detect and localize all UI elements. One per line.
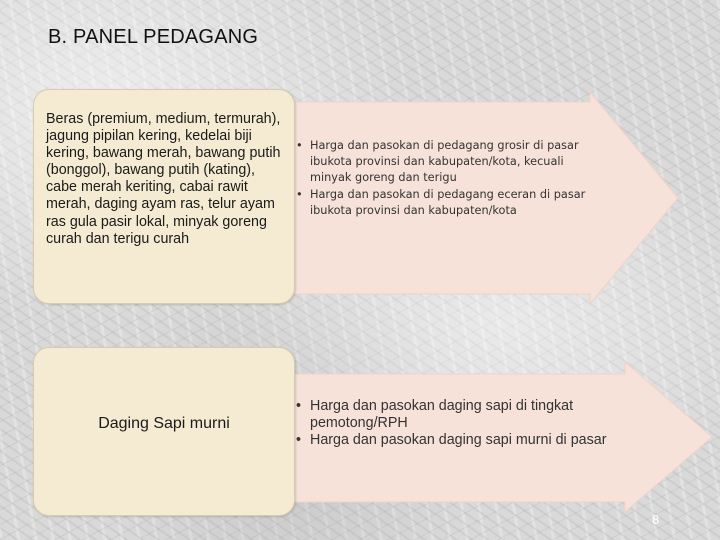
page-number: 8 xyxy=(652,512,660,527)
bullet-icon: • xyxy=(296,432,302,449)
commodity-list-text: Beras (premium, medium, termurah), jagung pipilan kering, kedelai biji kering, bawang merah, bawang putih (bonggol), bawang putih (kating), cabe merah keriting, cabai rawit merah, daging ayam ras, telur ayam ras gula pasir lokal, minyak goreng curah dan terigu curah xyxy=(46,111,281,247)
commodity-card-1 xyxy=(33,89,295,304)
bullet-item xyxy=(296,187,606,219)
commodity-card-2 xyxy=(33,347,295,516)
bullet-item xyxy=(296,398,656,432)
arrow-1-bullet-list xyxy=(296,138,606,219)
bullet-text: Harga dan pasokan di pedagang eceran di pasar ibukota provinsi dan kabupaten/kota xyxy=(310,187,586,217)
bullet-icon: • xyxy=(296,139,303,152)
slide-title: B. PANEL PEDAGANG xyxy=(48,26,259,48)
bullet-icon: • xyxy=(296,398,302,414)
bullet-icon: • xyxy=(296,187,303,201)
bullet-item xyxy=(296,138,606,187)
commodity-label: Daging Sapi murni xyxy=(98,415,230,432)
arrow-2-bullet-list xyxy=(296,398,656,450)
bullet-item xyxy=(296,432,656,449)
bullet-text: Harga dan pasokan di pedagang grosir di pasar ibukota provinsi dan kabupaten/kota, kecuali minyak goreng dan terigu xyxy=(310,139,579,185)
bullet-text: Harga dan pasokan daging sapi di tingkat pemotong/RPH xyxy=(310,398,574,432)
bullet-text: Harga dan pasokan daging sapi murni di pasar xyxy=(310,432,607,449)
